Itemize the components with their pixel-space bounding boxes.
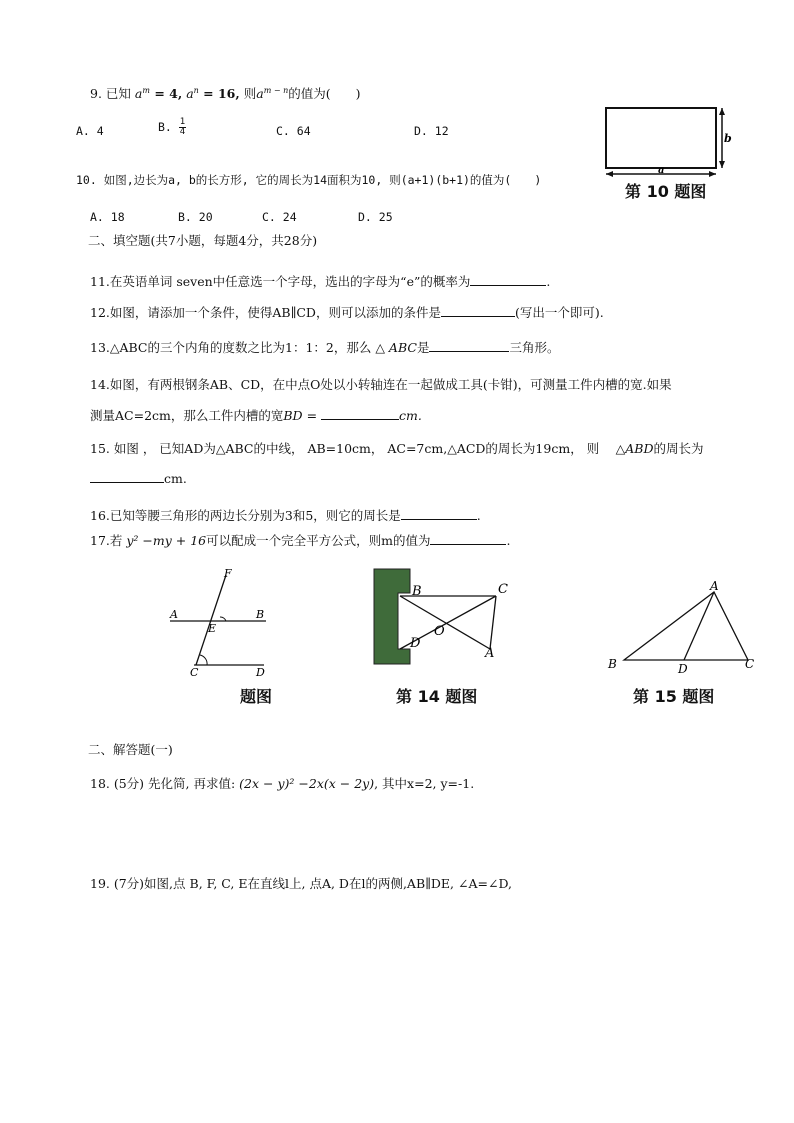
label-e: E <box>208 622 217 635</box>
q9-given-base: a <box>134 86 143 101</box>
q9-prefix: 已知 <box>105 86 131 101</box>
q9-given-base2: a <box>186 86 194 101</box>
question-15-line1: 15. 如图 ， 已知AD为△ABC的中线， AB=10cm， AC=7cm,△ACD的周长为19cm， 则 △ABD的周长为 <box>90 441 704 456</box>
question-14-line1: 14.如图，有两根钢条AB、CD，在中点O处以小转轴连在一起做成工具(卡钳)，可测量工件内槽的宽.如果 <box>90 377 672 392</box>
answer-blank <box>430 532 506 545</box>
label-b: b <box>724 132 732 145</box>
label-c: C <box>498 582 508 597</box>
q9-eq1: = 4, <box>149 86 183 101</box>
answer-blank <box>90 470 164 483</box>
figure-14-caption: 第 14 题图 <box>396 687 478 706</box>
figure-12-parallel-lines <box>160 565 280 680</box>
answer-blank <box>441 304 515 317</box>
figure-10-rectangle <box>600 104 740 179</box>
answer-blank <box>470 273 546 286</box>
q9-eq2: = 16, <box>198 86 240 101</box>
q10-option-c: C. 24 <box>262 210 297 224</box>
question-15-line2: cm. <box>90 470 187 486</box>
triangle-abc <box>624 592 748 660</box>
transversal-fc <box>196 575 226 665</box>
q9-option-a: A. 4 <box>76 124 104 138</box>
label-o: O <box>434 624 445 639</box>
q9-exp-n: n <box>193 85 199 95</box>
figure-15-caption: 第 15 题图 <box>633 687 715 706</box>
figure-14-caliper <box>370 565 520 670</box>
figure-15-triangle <box>604 578 764 678</box>
question-19: 19. (7分)如图,点 B, F, C, E在直线l上, 点A, D在l的两侧,AB∥DE, ∠A=∠D, <box>90 876 512 891</box>
median-ad <box>684 592 714 660</box>
question-18: 18. (5分) 先化简, 再求值: (2x − y)² −2x(x − 2y), 其中x=2, y=-1. <box>90 776 475 791</box>
label-a: a <box>658 165 665 176</box>
q9-then: 则 <box>243 86 257 101</box>
label-a: A <box>485 646 495 661</box>
segment-ca <box>490 596 496 649</box>
label-b: B <box>608 657 617 671</box>
label-f: F <box>224 567 232 580</box>
section-3-heading: 二、解答题(一) <box>88 742 173 757</box>
label-b: B <box>256 608 265 621</box>
q9-exp-m: m <box>142 85 150 95</box>
answer-blank <box>401 507 477 520</box>
question-14-line2: 测量AC=2cm，那么工件内槽的宽BD = cm. <box>90 408 422 423</box>
workpiece-block <box>374 569 410 664</box>
figure-12-caption: 题图 <box>240 687 273 706</box>
question-11: 11.在英语单词 seven中任意选一个字母，选出的字母为“e”的概率为 . <box>90 274 551 289</box>
label-d: D <box>410 636 421 651</box>
label-d: D <box>678 662 688 676</box>
q10-option-a: A. 18 <box>90 210 125 224</box>
figure-10-caption: 第 10 题图 <box>625 182 707 201</box>
question-9 <box>90 84 360 102</box>
q9-suffix: 的值为( ) <box>288 86 361 101</box>
q9-number: 9. <box>90 86 102 101</box>
label-c: C <box>190 666 199 679</box>
rectangle-shape <box>606 108 716 168</box>
fraction-one-quarter: $\frac{1}{4}$ <box>179 117 186 137</box>
answer-blank <box>429 339 509 352</box>
label-a: A <box>170 608 178 621</box>
question-16: 16.已知等腰三角形的两边长分别为3和5，则它的周长是 . <box>90 508 481 523</box>
question-17: 17.若 y² −my + 16可以配成一个完全平方公式，则m的值为 . <box>90 533 511 548</box>
section-2-heading: 二、填空题(共7小题，每题4分，共28分) <box>88 233 318 248</box>
question-10: 10. 如图,边长为a, b的长方形, 它的周长为14面积为10, 则(a+1)(b+1)的值为( ) <box>76 173 542 187</box>
question-13: 13.△ABC的三个内角的度数之比为1：1：2，那么 △ ABC是 三角形。 <box>90 340 560 355</box>
q10-option-b: B. 20 <box>178 210 213 224</box>
q9-option-b: B. $\frac{1}{4}$ <box>158 117 186 137</box>
q9-option-c: C. 64 <box>276 124 311 138</box>
label-a: A <box>710 579 719 593</box>
label-b: B <box>412 584 422 599</box>
angle-arc-c <box>200 655 207 665</box>
label-c: C <box>745 657 755 671</box>
answer-blank <box>321 407 399 420</box>
q9-option-d: D. 12 <box>414 124 449 138</box>
label-d: D <box>256 666 265 679</box>
question-12: 12.如图，请添加一个条件，使得AB∥CD，则可以添加的条件是 (写出一个即可). <box>90 305 604 320</box>
q9-target: a <box>256 86 264 101</box>
q9-exp-target: m − n <box>263 85 289 95</box>
q10-option-d: D. 25 <box>358 210 393 224</box>
